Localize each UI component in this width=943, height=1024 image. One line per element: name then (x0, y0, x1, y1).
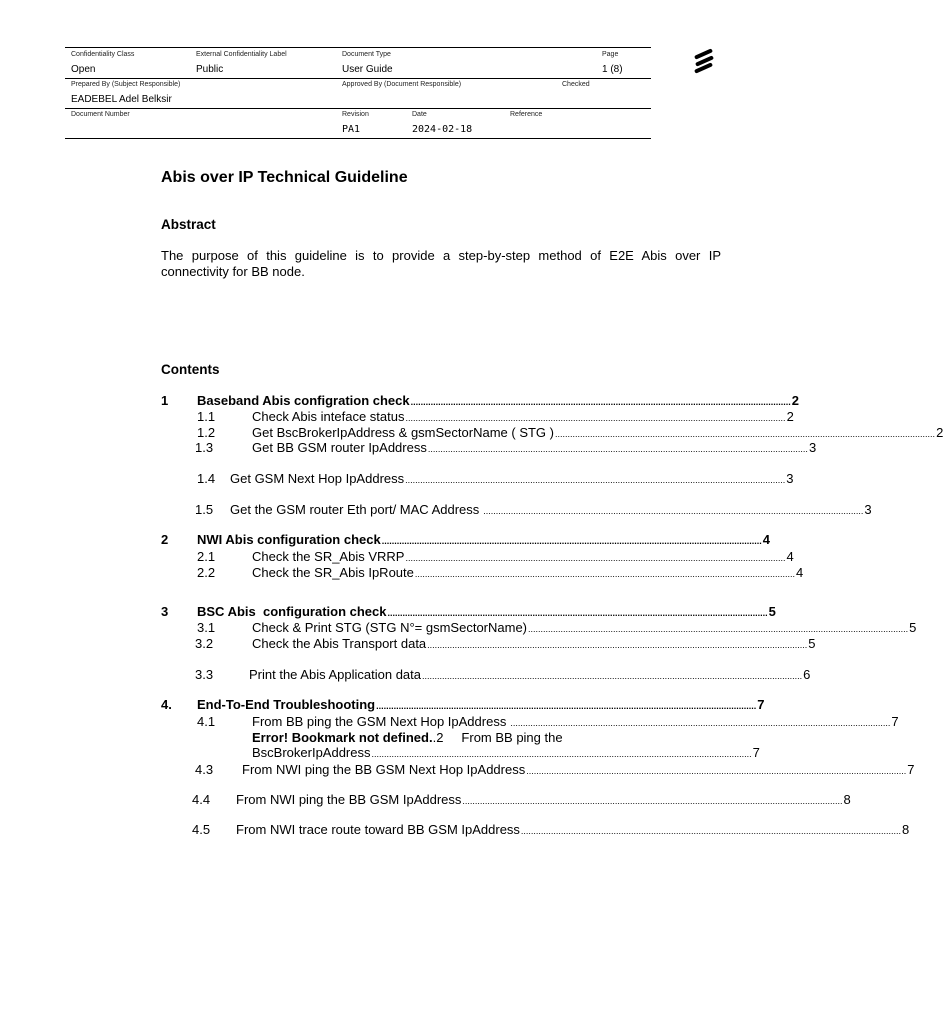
toc-leader: ........................................................................................................................................................ (462, 796, 843, 806)
toc-entry-1-2[interactable] (197, 425, 943, 440)
toc-number: 1 (161, 393, 169, 408)
toc-text: NWI Abis configuration check (197, 532, 381, 547)
prepared-by-label: Prepared By (Subject Responsible) (71, 81, 181, 88)
toc-text: Get BscBrokerIpAddress & gsmSectorName ( STG ) (252, 425, 554, 440)
header-rule-2 (65, 108, 651, 109)
toc-text: Check the SR_Abis IpRoute (252, 565, 414, 580)
toc-entry-4-1[interactable] (197, 714, 899, 729)
toc-number: 2 (161, 532, 169, 547)
toc-number: 4.5 (192, 822, 211, 837)
confidentiality-class-value: Open (71, 64, 96, 75)
toc-text: From BB ping the GSM Next Hop IpAddress (252, 714, 507, 729)
toc-error-continuation: From BB ping the (461, 730, 563, 745)
toc-entry-1-5[interactable] (195, 502, 872, 517)
reference-label: Reference (510, 111, 543, 118)
toc-entry-4-5[interactable] (192, 822, 910, 837)
toc-leader: ........................................................................................................................................................ (410, 397, 791, 407)
toc-leader: ........................................................................................................................................................ (427, 640, 808, 650)
toc-page: 3 (864, 502, 872, 517)
toc-leader: ........................................................................................................................................................ (387, 608, 768, 618)
toc-page: 5 (768, 604, 776, 619)
toc-text: Get GSM Next Hop IpAddress (230, 471, 405, 486)
toc-error-text: Error! Bookmark not defined. (252, 730, 433, 745)
toc-page: 5 (808, 636, 816, 651)
approved-by-label: Approved By (Document Responsible) (342, 81, 462, 88)
document-title: Abis over IP Technical Guideline (161, 169, 408, 186)
toc-text: Baseband Abis configration check (197, 393, 410, 408)
toc-page: 2 (791, 393, 799, 408)
toc-entry-4-3[interactable] (195, 762, 915, 777)
toc-number: 3.3 (195, 667, 214, 682)
toc-number: 1.5 (195, 502, 214, 517)
toc-text: Check & Print STG (STG N°= gsmSectorName) (252, 620, 528, 635)
toc-entry-4[interactable] (161, 697, 765, 712)
toc-page: 2 (936, 425, 943, 440)
date-value: 2024-02-18 (412, 124, 473, 135)
toc-entry-1-1[interactable] (197, 409, 794, 424)
toc-page: 8 (902, 822, 910, 837)
toc-entry-3-3[interactable] (195, 667, 811, 682)
toc-number: 3 (161, 604, 169, 619)
document-type-value: User Guide (342, 64, 393, 75)
toc-page: 4 (795, 565, 804, 580)
toc-entry-1-4[interactable] (197, 471, 794, 486)
toc-text: Get the GSM router Eth port/ MAC Address (230, 502, 480, 517)
toc-number: 4. (161, 697, 172, 712)
toc-entry-1[interactable] (161, 393, 799, 408)
toc-number: 4.1 (197, 714, 216, 729)
prepared-by-value: EADEBEL Adel Belksir (71, 94, 172, 105)
confidentiality-class-label: Confidentiality Class (71, 51, 135, 58)
abstract-paragraph: The purpose of this guideline is to provide a step-by-step method of E2E Abis over IP connectivity for BB node. (161, 248, 721, 279)
date-label: Date (412, 111, 427, 118)
toc-page: 8 (843, 792, 851, 807)
ericsson-logo-icon (692, 48, 716, 74)
toc-entry-4-2[interactable] (252, 745, 760, 760)
toc-text: Check Abis inteface status (252, 409, 405, 424)
toc-text: Print the Abis Application data (249, 667, 422, 682)
toc-entry-3-1[interactable] (197, 620, 917, 635)
toc-page: 7 (757, 697, 765, 712)
toc-leader: ........................................................................................................................................................ (554, 429, 936, 439)
toc-number: 4.3 (195, 762, 214, 777)
toc-leader: ........................................................................................................................................................ (405, 475, 786, 485)
toc-entry-3-2[interactable] (195, 636, 816, 651)
toc-leader: ........................................................................................................................................................ (427, 444, 808, 454)
toc-text: Check the Abis Transport data (252, 636, 427, 651)
toc-leader: ........................................................................................................................................................ (510, 718, 891, 728)
toc-leader: ........................................................................................................................................................ (371, 749, 752, 759)
toc-leader: ........................................................................................................................................................ (422, 671, 803, 681)
toc-text: BSC Abis configuration check (197, 604, 387, 619)
toc-leader: ........................................................................................................................................................ (405, 413, 786, 423)
abstract-heading: Abstract (161, 217, 216, 232)
toc-text: End-To-End Troubleshooting (197, 697, 376, 712)
toc-leader: ........................................................................................................................................................ (483, 506, 864, 516)
toc-entry-4-4[interactable] (192, 792, 851, 807)
toc-entry-2-2[interactable] (197, 565, 804, 580)
contents-heading: Contents (161, 362, 220, 377)
toc-number: 1.1 (197, 409, 216, 424)
toc-number: 1.4 (197, 471, 216, 486)
toc-text: From NWI ping the BB GSM IpAddress (236, 792, 462, 807)
external-label-value: Public (196, 64, 224, 75)
toc-leader: ........................................................................................................................................................ (528, 624, 909, 634)
checked-label: Checked (562, 81, 590, 88)
page-label: Page (602, 51, 619, 58)
toc-entry-4-2-error[interactable] (252, 730, 563, 745)
toc-entry-3[interactable] (161, 604, 776, 619)
page-value: 1 (8) (602, 64, 623, 75)
document-type-label: Document Type (342, 51, 391, 58)
toc-number: 1.2 (197, 425, 216, 440)
document-number-label: Document Number (71, 111, 130, 118)
toc-text: From NWI ping the BB GSM Next Hop IpAddress (242, 762, 526, 777)
toc-text: From NWI trace route toward BB GSM IpAddress (236, 822, 520, 837)
toc-entry-2-1[interactable] (197, 549, 794, 564)
toc-page: 3 (786, 471, 794, 486)
revision-label: Revision (342, 111, 369, 118)
toc-number: 4.4 (192, 792, 211, 807)
toc-text: Get BB GSM router IpAddress (252, 440, 427, 455)
toc-text: Check the SR_Abis VRRP (252, 549, 405, 564)
toc-leader: ........................................................................................................................................................ (405, 553, 786, 563)
toc-page: 4 (786, 549, 794, 564)
toc-page: 2 (786, 409, 794, 424)
toc-text: BscBrokerIpAddress (252, 745, 371, 760)
toc-page: 6 (803, 667, 811, 682)
toc-number: 2.2 (197, 565, 216, 580)
header-rule-1 (65, 78, 651, 79)
toc-number: 2.1 (197, 549, 216, 564)
toc-page: 4 (762, 532, 771, 547)
toc-leader: ........................................................................................................................................................ (414, 569, 795, 579)
toc-number: 3.2 (195, 636, 214, 651)
toc-page: 7 (891, 714, 899, 729)
toc-entry-2[interactable] (161, 532, 771, 547)
revision-value: PA1 (342, 124, 361, 135)
header-rule-top (65, 47, 651, 48)
toc-page: 7 (907, 762, 915, 777)
toc-page: 7 (752, 745, 760, 760)
header-rule-bottom (65, 138, 651, 139)
toc-number: 3.1 (197, 620, 216, 635)
toc-leader: ........................................................................................................................................................ (520, 826, 901, 836)
toc-leader: ........................................................................................................................................................ (376, 701, 757, 711)
toc-error-page: .2 (432, 730, 444, 745)
toc-leader: ........................................................................................................................................................ (526, 766, 907, 776)
toc-number: 1.3 (195, 440, 214, 455)
external-label-label: External Confidentiality Label (196, 51, 287, 58)
toc-leader: ........................................................................................................................................................ (381, 536, 762, 546)
toc-page: 5 (909, 620, 917, 635)
toc-entry-1-3[interactable] (195, 440, 817, 455)
toc-page: 3 (808, 440, 817, 455)
